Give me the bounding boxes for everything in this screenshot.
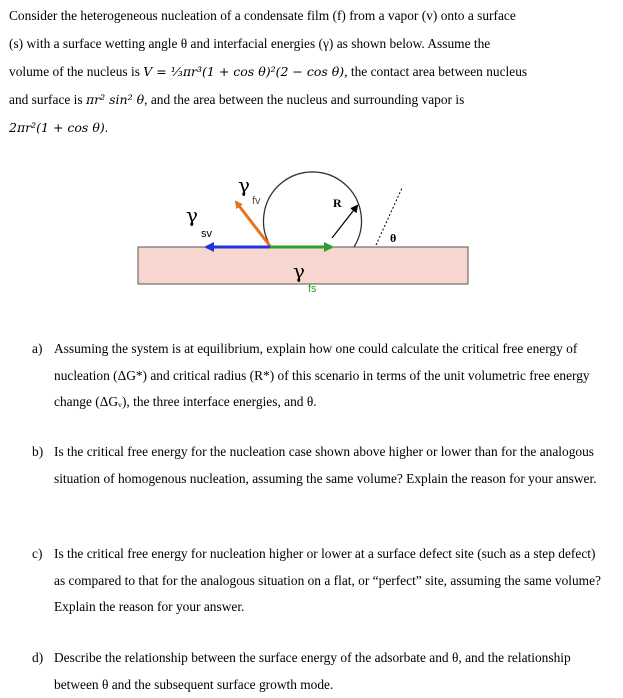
gamma-sv-symbol: γ <box>186 203 198 227</box>
question-b-text: Is the critical free energy for the nucleation case shown above higher or lower than for the analogous situation of homogenous nucleation, assuming the same volume? Explain the reason for your answer. <box>54 444 597 486</box>
gamma-fv-subscript: fv <box>252 195 261 207</box>
tangent-line <box>376 188 402 245</box>
question-c-text: Is the critical free energy for nucleation higher or lower at a surface defect site (such as a step defect) as compared to that for the analogous situation on a flat, or “perfect” site, assuming the same volume? Explain the reason for your answer. <box>54 546 601 614</box>
gamma-sv-subscript: sv <box>201 228 212 240</box>
question-d-label: d) <box>32 650 44 665</box>
theta-label: θ <box>390 231 397 245</box>
intro-line-4 <box>9 86 615 114</box>
radius-label: R <box>333 196 342 210</box>
intro-line-4-text: and surface is <box>9 92 86 107</box>
gamma-fs-symbol: γ <box>293 259 305 283</box>
radius-arrow <box>332 206 357 238</box>
gamma-fs-subscript: fs <box>308 283 317 295</box>
volume-formula: V = ⅓πr³(1 + cos θ)²(2 − cos θ) <box>143 64 345 79</box>
intro-line-3-tail: , the contact area between nucleus <box>344 64 528 79</box>
vapor-area-formula: 2πr²(1 + cos θ) <box>9 120 105 135</box>
contact-area-formula: πr² sin² θ <box>85 92 145 107</box>
question-b <box>32 439 602 492</box>
gamma-fv-symbol: γ <box>238 173 250 197</box>
intro-line-3-text: volume of the nucleus is <box>9 64 144 79</box>
intro-line-2: (s) with a surface wetting angle θ and interfacial energies (γ) as shown below. Assume the <box>9 36 491 51</box>
question-a-label: a) <box>32 341 43 356</box>
question-d-text: Describe the relationship between the surface energy of the adsorbate and θ, and the relationship between θ and the subsequent surface growth mode. <box>54 650 571 692</box>
intro-line-5 <box>9 114 615 142</box>
question-a-text: Assuming the system is at equilibrium, explain how one could calculate the critical free energy of nucleation (ΔG*) and critical radius (R*) of this scenario in terms of the unit volumetric free energy change (ΔGᵥ), the three interface energies, and θ. <box>54 341 590 409</box>
intro-line-1: Consider the heterogeneous nucleation of a condensate film (f) from a vapor (v) onto a surface <box>9 8 516 23</box>
question-c-label: c) <box>32 546 43 561</box>
question-b-label: b) <box>32 444 44 459</box>
intro-line-5-tail: . <box>104 120 109 135</box>
intro-line-4-tail: , and the area between the nucleus and surrounding vapor is <box>144 92 465 107</box>
question-d <box>32 645 602 698</box>
intro-line-3 <box>9 58 615 86</box>
question-c <box>32 541 602 621</box>
nucleus-cap <box>264 172 362 247</box>
nucleation-diagram <box>0 160 623 310</box>
problem-intro <box>9 2 615 142</box>
question-a <box>32 336 602 416</box>
